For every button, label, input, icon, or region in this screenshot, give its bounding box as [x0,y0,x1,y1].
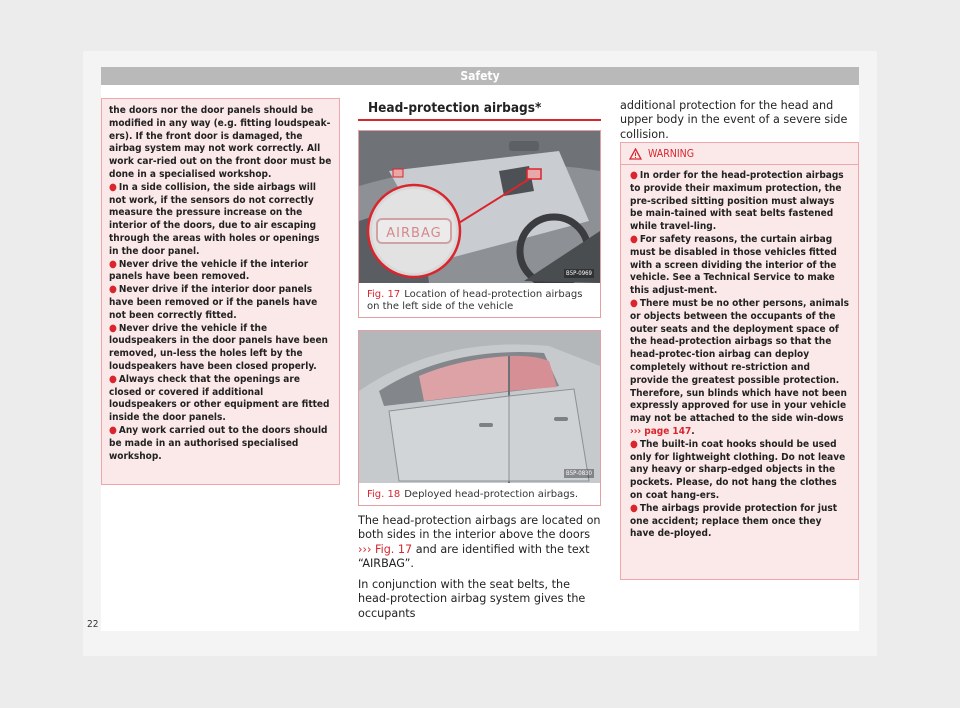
chapter-header: Safety [101,67,859,85]
left-box-lead: the doors nor the door panels should be modified in any way (e.g. fitting loudspeak-ers). If the front door is damaged, the airbag system may not work correctly. All work car-ried out on the front door must be done in a specialised workshop. [109,105,332,180]
bullet-icon: ● [630,297,638,309]
figure-18-caption: Fig. 18 Deployed head-protection airbags. [367,489,578,500]
warning-triangle-icon [629,148,642,160]
body-paragraph-1: The head-protection airbags are located on both sides in the interior above the doors ››› Fig. 17 and are identified with the text “AIRBAG”. [358,514,601,570]
bullet-icon: ● [630,170,638,181]
body-paragraph-3: additional protection for the head and upper body in the event of a severe side collision. [620,99,848,141]
page-number: 22 [87,619,99,630]
bullet-icon: ● [109,424,117,436]
warning-box [620,142,859,580]
warning-item: ● In order for the head-protection airbags to provide their maximum protection, the pre-scribed sitting position must always be main-tained with seat belts fastened while travel-ling. [630,170,844,233]
bullet-icon: ● [109,258,117,270]
left-box-item: ● In a side collision, the side airbags will not work, if the sensors do not correctly measure the pressure increase on the interior of the doors, due to air escaping through the areas with holes or openings in the door panel. [109,181,320,257]
page-147-link[interactable]: ››› page 147 [630,425,692,437]
left-box-item: ● Any work carried out to the doors should be made in an authorised specialised workshop. [109,424,328,462]
car-interior-illustration [359,131,600,283]
left-warning-box [101,98,340,485]
figure-18-image [359,331,600,483]
figure-17 [358,130,601,318]
left-box-item: ● Always check that the openings are closed or covered if additional loudspeakers or other equipment are fitted inside the door panels. [109,373,330,424]
warning-item: ● The built-in coat hooks should be used only for lightweight clothing. Do not leave any heavy or sharp-edged objects in the pockets. Please, do not hang the clothes on coat hang-ers. [630,438,846,501]
bullet-icon: ● [109,181,117,193]
figure-17-code: B5P-0969 [566,270,592,277]
warning-item: ● There must be no other persons, animals or objects between the occupants of the outer seats and the deployment space of the head-protection airbags so that the head-protec-tion airbag can deploy completely without re-striction and provide the greatest possible protection. Therefore, sun blinds which have not been expressly approved for use in your vehicle may not be attached to the side win-dows ››› page 147. [630,297,849,437]
warning-item: ● For safety reasons, the curtain airbag must be disabled in those vehicles fitted with a screen dividing the interior of the vehicle. See a Technical Service to make this adjust-ment. [630,233,837,297]
airbag-badge: AIRBAG [386,226,442,241]
figure-17-caption: Fig. 17 Location of head-protection airbags on the left side of the vehicle [367,289,583,312]
bullet-icon: ● [109,373,117,385]
left-box-item: ● Never drive the vehicle if the loudspeakers in the door panels have been removed, un-less the holes left by the loudspeakers have been closed properly. [109,322,328,372]
figure-18-code: B5P-0830 [566,470,592,477]
body-paragraph-2: In conjunction with the seat belts, the head-protection airbag system gives the occupants [358,578,586,620]
bullet-icon: ● [630,438,638,450]
bullet-icon: ● [630,502,638,514]
warning-item: ● The airbags provide protection for just one accident; replace them once they have de-ployed. [630,502,838,540]
bullet-icon: ● [109,322,117,334]
fig-17-link[interactable]: ››› Fig. 17 [358,542,413,556]
section-title: Head-protection airbags* [368,100,542,116]
figure-18 [358,330,601,506]
bullet-icon: ● [109,284,117,296]
car-side-illustration [359,331,600,483]
bullet-icon: ● [630,233,638,245]
figure-17-image [359,131,600,283]
left-box-item: ● Never drive the vehicle if the interior panels have been removed. [109,258,309,283]
warning-header [621,143,858,165]
title-rule [358,119,601,121]
warning-label: WARNING [648,147,695,160]
left-box-item: ● Never drive if the interior door panels have been removed or if the panels have not been correctly fitted. [109,284,318,321]
